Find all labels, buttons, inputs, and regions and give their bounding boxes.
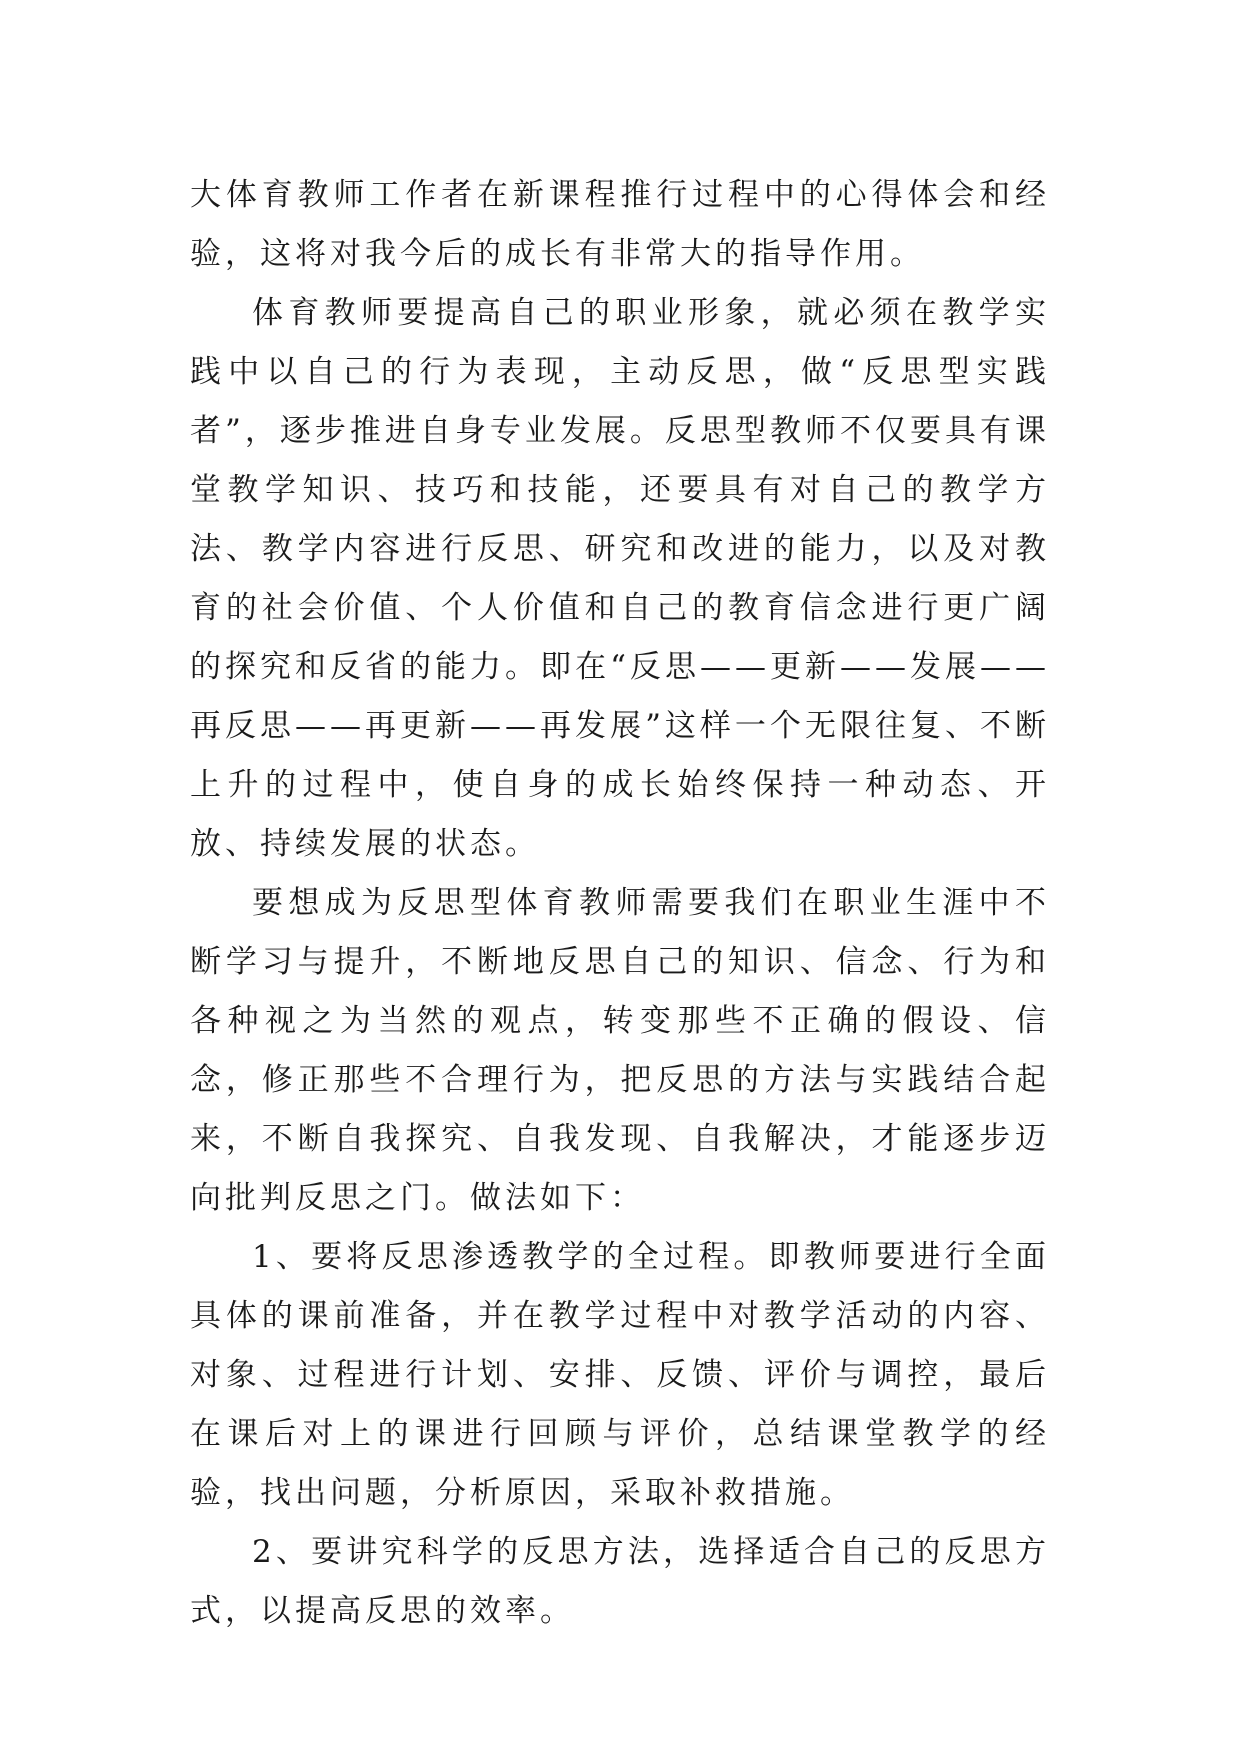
paragraph-4: 1、要将反思渗透教学的全过程。即教师要进行全面具体的课前准备，并在教学过程中对教学活动的内容、对象、过程进行计划、安排、反馈、评价与调控，最后在课后对上的课进行回顾与评价，总结课堂教学的经验，找出问题，分析原因，采取补救措施。 bbox=[190, 1239, 1050, 1511]
paragraph-2: 体育教师要提高自己的职业形象，就必须在教学实践中以自己的行为表现，主动反思，做“反思型实践者”，逐步推进自身专业发展。反思型教师不仅要具有课堂教学知识、技巧和技能，还要具有对自己的教学方法、教学内容进行反思、研究和改进的能力，以及对教育的社会价值、个人价值和自己的教育信念进行更广阔的探究和反省的能力。即在“反思——更新——发展——再反思——再更新——再发展”这样一个无限往复、不断上升的过程中，使自身的成长始终保持一种动态、开放、持续发展的状态。 bbox=[190, 295, 1050, 862]
document-body bbox=[190, 166, 1050, 1641]
paragraph-3: 要想成为反思型体育教师需要我们在职业生涯中不断学习与提升，不断地反思自己的知识、信念、行为和各种视之为当然的观点，转变那些不正确的假设、信念，修正那些不合理行为，把反思的方法与实践结合起来，不断自我探究、自我发现、自我解决，才能逐步迈向批判反思之门。做法如下： bbox=[190, 885, 1050, 1216]
paragraph-1: 大体育教师工作者在新课程推行过程中的心得体会和经验，这将对我今后的成长有非常大的指导作用。 bbox=[190, 177, 1050, 272]
paragraph-5: 2、要讲究科学的反思方法，选择适合自己的反思方式，以提高反思的效率。 bbox=[190, 1534, 1050, 1629]
